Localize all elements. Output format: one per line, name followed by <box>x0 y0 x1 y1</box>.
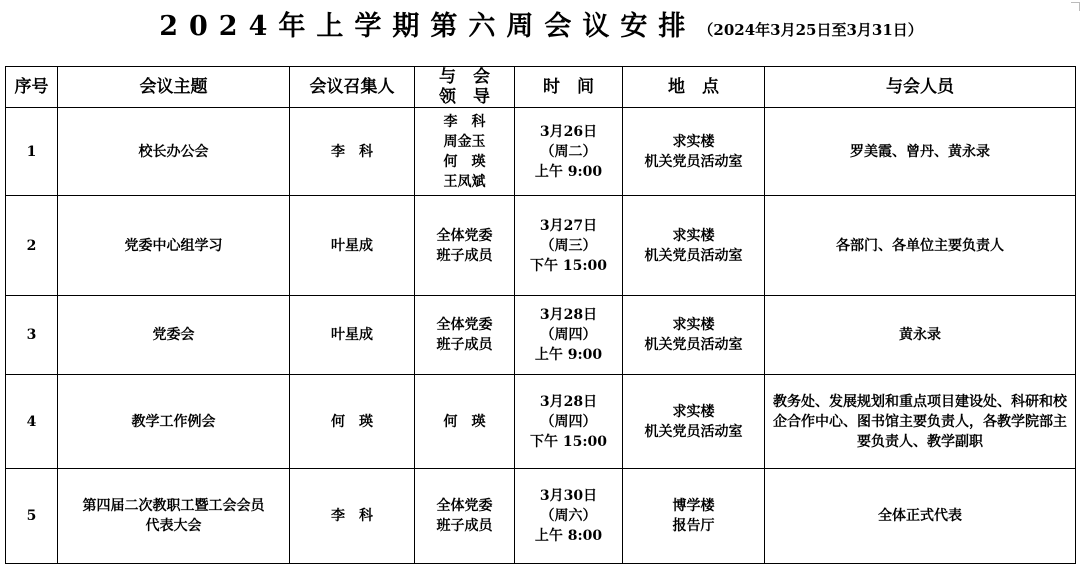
place-room: 报告厅 <box>672 518 715 534</box>
cell-seq: 5 <box>6 469 58 564</box>
title-main: 2024年上学期第六周会议安排 <box>159 11 697 42</box>
document-title <box>0 4 1082 54</box>
time-clock: 下午 15:00 <box>529 257 607 274</box>
cell-leaders <box>415 296 515 375</box>
cell-time <box>515 469 623 564</box>
leader-line: 周金玉 <box>443 133 486 150</box>
cell-leaders <box>415 196 515 296</box>
time-weekday: （周三） <box>540 237 597 254</box>
place-room: 机关党员活动室 <box>644 247 743 264</box>
cell-attendees: 罗美霞、曾丹、黄永录 <box>765 108 1076 196</box>
cell-time <box>515 375 623 469</box>
cell-leaders <box>415 108 515 196</box>
leader-line: 李 科 <box>443 113 486 130</box>
topic-line: 党委会 <box>152 327 195 343</box>
header-seq: 序号 <box>6 67 58 108</box>
leader-line: 班子成员 <box>436 337 493 353</box>
place-building: 博学楼 <box>672 498 715 514</box>
table-row <box>6 196 1076 296</box>
time-clock: 上午 9:00 <box>534 163 603 180</box>
cell-time <box>515 296 623 375</box>
header-leaders-line1: 与 会 <box>439 67 490 87</box>
topic-line: 代表大会 <box>145 518 202 534</box>
leader-line: 何 瑛 <box>443 153 486 170</box>
leader-line: 全体党委 <box>436 227 493 244</box>
header-row <box>6 67 1076 108</box>
cell-convener: 李 科 <box>290 469 415 564</box>
cell-place <box>623 375 765 469</box>
topic-line: 党委中心组学习 <box>124 237 223 254</box>
header-convener: 会议召集人 <box>290 67 415 108</box>
cell-attendees: 教务处、发展规划和重点项目建设处、科研和校企合作中心、图书馆主要负责人，各教学院部主要负责人、教学副职 <box>765 375 1076 469</box>
cell-seq: 1 <box>6 108 58 196</box>
cell-time <box>515 108 623 196</box>
cell-topic <box>58 296 290 375</box>
cell-place <box>623 196 765 296</box>
leader-line: 班子成员 <box>436 518 493 534</box>
leader-line: 班子成员 <box>436 247 493 264</box>
leader-line: 何 瑛 <box>443 413 486 430</box>
place-room: 机关党员活动室 <box>644 423 743 440</box>
time-clock: 下午 15:00 <box>529 433 607 450</box>
cell-attendees: 黄永录 <box>765 296 1076 375</box>
place-room: 机关党员活动室 <box>644 153 743 170</box>
time-date: 3月28日 <box>539 307 598 323</box>
time-clock: 上午 9:00 <box>534 347 603 363</box>
title-date-range: （2024年3月25日至3月31日） <box>698 21 923 39</box>
time-weekday: （周四） <box>540 413 597 430</box>
cell-attendees: 全体正式代表 <box>765 469 1076 564</box>
cell-place <box>623 469 765 564</box>
leader-line: 全体党委 <box>436 317 493 333</box>
place-building: 求实楼 <box>672 403 715 420</box>
table-row <box>6 375 1076 469</box>
time-weekday: （周六） <box>540 508 597 524</box>
time-clock: 上午 8:00 <box>534 528 603 544</box>
leader-line: 王凤斌 <box>443 173 486 190</box>
header-attendees: 与会人员 <box>765 67 1076 108</box>
time-date: 3月26日 <box>539 123 598 140</box>
header-place: 地 点 <box>623 67 765 108</box>
header-time: 时 间 <box>515 67 623 108</box>
topic-line: 第四届二次教职工暨工会会员 <box>82 498 265 514</box>
header-leaders <box>415 67 515 108</box>
header-leaders-line2: 领 导 <box>439 87 490 107</box>
cell-topic <box>58 108 290 196</box>
table-row <box>6 296 1076 375</box>
time-date: 3月27日 <box>539 217 598 234</box>
topic-line: 教学工作例会 <box>131 413 216 430</box>
cell-place <box>623 108 765 196</box>
cell-place <box>623 296 765 375</box>
time-date: 3月28日 <box>539 393 598 410</box>
time-weekday: （周四） <box>540 327 597 343</box>
cell-topic <box>58 469 290 564</box>
cell-convener: 叶星成 <box>290 196 415 296</box>
cell-topic <box>58 375 290 469</box>
place-building: 求实楼 <box>672 317 715 333</box>
leader-line: 全体党委 <box>436 498 493 514</box>
time-weekday: （周二） <box>540 143 597 160</box>
table-row <box>6 469 1076 564</box>
topic-line: 校长办公会 <box>138 143 209 160</box>
cell-time <box>515 196 623 296</box>
cell-convener: 李 科 <box>290 108 415 196</box>
table-row <box>6 108 1076 196</box>
cell-attendees: 各部门、各单位主要负责人 <box>765 196 1076 296</box>
cell-leaders <box>415 469 515 564</box>
cell-leaders <box>415 375 515 469</box>
header-topic: 会议主题 <box>58 67 290 108</box>
place-building: 求实楼 <box>672 227 715 244</box>
cell-topic <box>58 196 290 296</box>
place-room: 机关党员活动室 <box>644 337 743 353</box>
meeting-schedule-table <box>5 66 1076 564</box>
cell-seq: 4 <box>6 375 58 469</box>
cell-convener: 叶星成 <box>290 296 415 375</box>
cell-seq: 2 <box>6 196 58 296</box>
cell-convener: 何 瑛 <box>290 375 415 469</box>
time-date: 3月30日 <box>539 488 598 504</box>
cell-seq: 3 <box>6 296 58 375</box>
place-building: 求实楼 <box>672 133 715 150</box>
